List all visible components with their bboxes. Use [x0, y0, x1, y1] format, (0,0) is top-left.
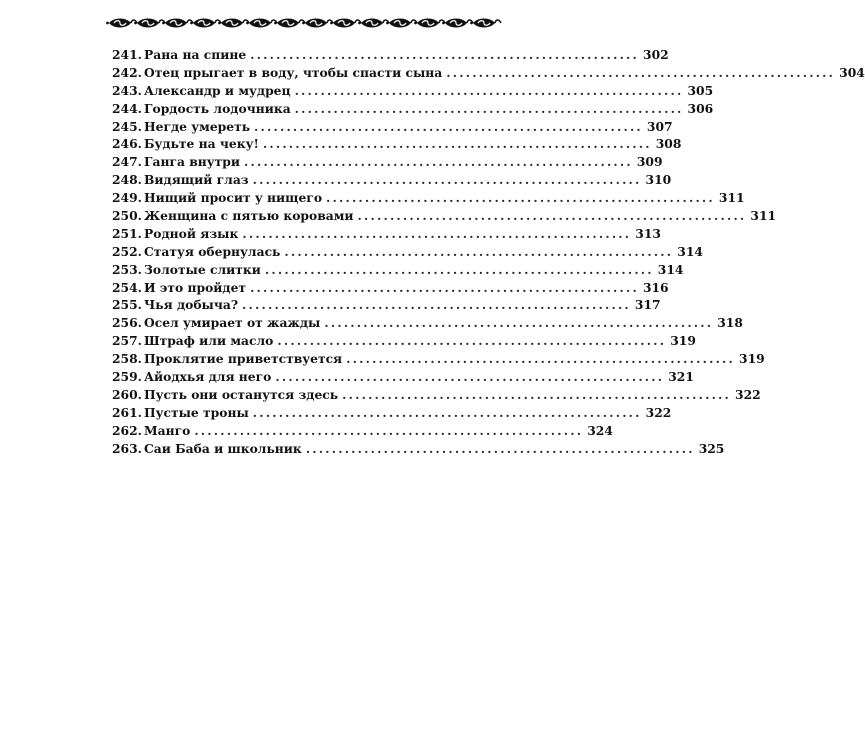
- toc-entry-title: Саи Баба и школьник: [144, 440, 302, 456]
- toc-entry-number: 260.: [112, 386, 142, 402]
- ornament-unit: [470, 19, 501, 28]
- dot-leader: ............................................................: [242, 225, 632, 241]
- ornament-unit: [218, 19, 249, 28]
- dot-leader: ............................................................: [275, 369, 665, 385]
- decorative-border-ornament: [106, 16, 498, 30]
- dot-leader: ............................................................: [250, 47, 640, 62]
- toc-entry-page: 317: [634, 297, 661, 313]
- toc-entry-number: 253.: [112, 261, 142, 277]
- dot-leader: ............................................................: [326, 190, 715, 206]
- toc-entry: [112, 243, 703, 261]
- toc-entry-page: 319: [739, 351, 765, 367]
- toc-entry: [112, 225, 661, 243]
- toc-entry-page: 308: [655, 136, 682, 152]
- toc-entry: [112, 386, 761, 404]
- ornament-unit: [246, 19, 277, 28]
- toc-entry: [112, 207, 777, 225]
- dot-leader: ............................................................: [294, 100, 684, 116]
- ornament-unit: [134, 19, 165, 28]
- toc-entry-number: 246.: [112, 136, 142, 152]
- dot-leader: ............................................................: [342, 386, 732, 402]
- toc-entry: [112, 82, 714, 100]
- toc-entry-number: 252.: [112, 243, 142, 259]
- toc-entry-number: 244.: [112, 100, 142, 116]
- table-of-contents: [112, 46, 865, 457]
- toc-entry-title: Отец прыгает в воду, чтобы спасти сына: [144, 64, 443, 80]
- ornament-unit: [274, 19, 305, 28]
- dot-leader: ............................................................: [252, 172, 642, 188]
- toc-entry-number: 258.: [112, 351, 142, 367]
- toc-entry: [112, 279, 669, 297]
- ornament-unit: [106, 19, 137, 28]
- toc-entry-page: 316: [642, 279, 669, 295]
- toc-entry-number: 262.: [112, 422, 142, 438]
- toc-entry-number: 259.: [112, 369, 142, 385]
- toc-entry-title: Родной язык: [144, 225, 239, 241]
- toc-entry: [112, 153, 663, 171]
- toc-entry-title: Александр и мудрец: [144, 82, 291, 98]
- toc-entry: [112, 368, 694, 386]
- dot-leader: ............................................................: [264, 261, 654, 277]
- toc-entry-title: Негде умереть: [144, 118, 251, 134]
- dot-leader: ............................................................: [244, 154, 633, 170]
- toc-entry: [112, 296, 661, 314]
- toc-entry-title: Пустые троны: [144, 404, 249, 420]
- dot-leader: ............................................................: [357, 208, 747, 224]
- toc-entry-title: Золотые слитки: [144, 261, 261, 277]
- toc-entry: [112, 189, 745, 207]
- dot-leader: ............................................................: [324, 315, 714, 331]
- toc-entry: [112, 404, 672, 422]
- toc-entry-page: 313: [635, 225, 661, 241]
- dot-leader: ............................................................: [294, 82, 684, 98]
- ornament-unit: [162, 19, 193, 28]
- toc-entry-title: Штраф или масло: [144, 333, 274, 349]
- ornament-unit: [330, 19, 361, 28]
- dot-leader: ............................................................: [194, 422, 584, 438]
- toc-entry-title: Пусть они останутся здесь: [144, 386, 339, 402]
- toc-entry-number: 245.: [112, 118, 142, 134]
- ornament-unit: [442, 19, 473, 28]
- dot-leader: ............................................................: [262, 136, 652, 152]
- toc-entry: [112, 422, 613, 440]
- toc-entry-title: Женщина с пятью коровами: [144, 208, 354, 224]
- toc-entry-page: 307: [646, 118, 673, 134]
- toc-entry-page: 314: [677, 243, 703, 259]
- toc-entry-number: 250.: [112, 208, 142, 224]
- toc-entry-number: 256.: [112, 315, 142, 331]
- dot-leader: ............................................................: [284, 243, 674, 259]
- toc-entry-page: 302: [643, 47, 669, 62]
- dot-leader: ............................................................: [250, 279, 639, 295]
- toc-entry-page: 314: [657, 261, 684, 277]
- toc-entry-page: 306: [687, 100, 714, 116]
- toc-entry: [112, 350, 765, 368]
- toc-entry-number: 249.: [112, 190, 142, 206]
- toc-entry-page: 305: [687, 82, 714, 98]
- ornament-unit: [302, 19, 333, 28]
- dot-leader: ............................................................: [305, 440, 695, 456]
- dot-leader: ............................................................: [446, 64, 836, 80]
- dot-leader: ............................................................: [277, 333, 667, 349]
- toc-entry-page: 311: [750, 208, 777, 224]
- toc-entry-number: 257.: [112, 333, 142, 349]
- dot-leader: ............................................................: [252, 404, 642, 420]
- toc-entry-number: 243.: [112, 82, 142, 98]
- toc-entry: [112, 46, 669, 64]
- ornament-unit: [358, 19, 389, 28]
- dot-leader: ............................................................: [346, 351, 736, 367]
- toc-entry-number: 263.: [112, 440, 142, 456]
- toc-entry: [112, 64, 865, 82]
- toc-entry: [112, 440, 725, 458]
- toc-entry-number: 254.: [112, 279, 142, 295]
- ornament-unit: [386, 19, 417, 28]
- toc-entry-title: Чья добыча?: [144, 297, 239, 313]
- toc-entry-page: 304: [839, 64, 865, 80]
- toc-entry-title: Манго: [144, 422, 191, 438]
- toc-entry-page: 322: [735, 386, 761, 402]
- toc-entry-title: Осел умирает от жажды: [144, 315, 321, 331]
- toc-entry-title: Рана на спине: [144, 47, 247, 62]
- toc-entry-page: 311: [718, 190, 745, 206]
- toc-entry-page: 321: [668, 369, 694, 385]
- toc-entry: [112, 314, 743, 332]
- toc-entry-number: 242.: [112, 64, 142, 80]
- toc-entry-page: 310: [645, 172, 672, 188]
- toc-entry-page: 322: [645, 404, 672, 420]
- toc-entry-title: Нищий просит у нищего: [144, 190, 323, 206]
- toc-entry-number: 255.: [112, 297, 142, 313]
- toc-entry-page: 319: [670, 333, 696, 349]
- toc-entry-title: Ганга внутри: [144, 154, 240, 170]
- toc-entry-title: Гордость лодочника: [144, 100, 291, 116]
- dot-leader: ............................................................: [254, 118, 643, 134]
- toc-entry-title: Видящий глаз: [144, 172, 249, 188]
- toc-entry-number: 247.: [112, 154, 142, 170]
- toc-entry-title: Проклятие приветствуется: [144, 351, 343, 367]
- toc-entry-title: И это пройдет: [144, 279, 247, 295]
- toc-entry-page: 324: [587, 422, 613, 438]
- toc-entry-number: 241.: [112, 47, 142, 62]
- toc-entry-title: Статуя обернулась: [144, 243, 281, 259]
- ornament-unit: [414, 19, 445, 28]
- toc-entry: [112, 100, 714, 118]
- toc-entry-page: 325: [698, 440, 725, 456]
- toc-entry-page: 318: [717, 315, 743, 331]
- toc-entry-number: 248.: [112, 172, 142, 188]
- toc-entry-title: Будьте на чеку!: [144, 136, 259, 152]
- toc-entry: [112, 261, 684, 279]
- toc-entry-number: 261.: [112, 404, 142, 420]
- ornament-unit: [190, 19, 221, 28]
- toc-entry-title: Айодхья для него: [144, 369, 272, 385]
- dot-leader: ............................................................: [242, 297, 631, 313]
- toc-entry: [112, 135, 682, 153]
- toc-entry-page: 309: [636, 154, 663, 170]
- toc-entry: [112, 332, 696, 350]
- toc-entry-number: 251.: [112, 225, 142, 241]
- toc-entry: [112, 118, 673, 136]
- toc-entry: [112, 171, 672, 189]
